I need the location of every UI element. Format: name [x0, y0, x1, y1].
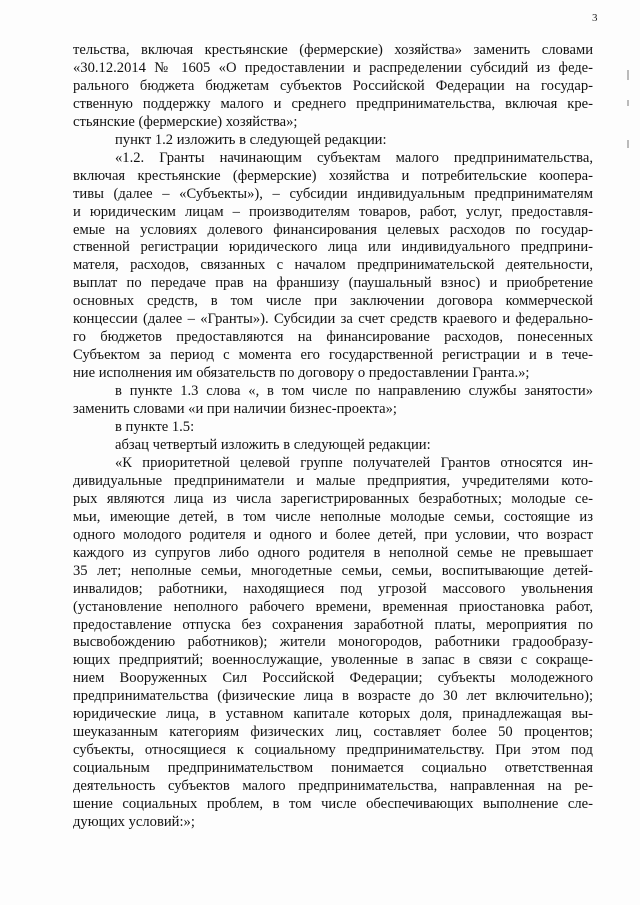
text-line: рых являются лица из числа зарегистрированных безработных; молодые се-	[73, 490, 593, 507]
text-line: го бюджетов предоставляются на финансирование расходов, понесенных	[73, 329, 593, 346]
text-line: одного молодого родителя и одного и более детей, при условии, что возраст	[73, 526, 593, 543]
text-line: шеуказанным категориям физических лиц, составляет более 50 процентов;	[73, 724, 593, 741]
document-body	[73, 42, 593, 832]
text-line: предпринимательства (физические лица в возрасте до 30 лет включительно);	[73, 688, 593, 705]
text-line: рального бюджета бюджетам субъектов Российской Федерации на государ-	[73, 77, 593, 94]
text-line: пункт 1.2 изложить в следующей редакции:	[115, 131, 387, 148]
text-line: каждого из супругов либо одного родителя в неполной семье не превышает	[73, 544, 593, 561]
text-line: стьянские (фермерские) хозяйства»;	[73, 113, 298, 130]
text-line: деятельность субъектов малого предпринимательства, направленная на ре-	[73, 778, 593, 795]
text-line: дующих условий:»;	[73, 813, 195, 830]
text-line: в пункте 1.5:	[115, 419, 195, 436]
text-line: основных средств, в том числе при заключении договора коммерческой	[73, 293, 593, 310]
text-line: (установление неполного рабочего времени, временная приостановка работ,	[73, 598, 593, 615]
text-line: шение социальных проблем, в том числе обеспечивающих выполнение сле-	[73, 796, 593, 813]
text-line: выплат по передаче прав на франшизу (паушальный взнос) и приобретение	[73, 275, 593, 292]
text-line: мьи, имеющие детей, в том числе неполные молодые семьи, состоящие из	[73, 508, 593, 525]
text-line: «1.2. Гранты начинающим субъектам малого предпринимательства,	[115, 149, 593, 166]
page-number: 3	[592, 12, 598, 24]
text-line: емые на условиях долевого финансирования целевых расходов по государ-	[73, 221, 593, 238]
text-line: дивидуальные предприниматели и малые предприятия, учредителями кото-	[73, 472, 593, 489]
text-line: ющих предприятий; военнослужащие, уволенные в запас в связи с сокраще-	[73, 652, 593, 669]
text-line: «К приоритетной целевой группе получателей Грантов относятся ин-	[115, 454, 593, 471]
text-line: ние исполнения им обязательств по договору о предоставлении Гранта.»;	[73, 365, 530, 382]
text-line: юридические лица, в уставном капитале которых доля, принадлежащая вы-	[73, 706, 593, 723]
scan-edge-marks	[624, 70, 634, 190]
text-line: включая крестьянские (фермерские) хозяйства и потребительские коопера-	[73, 167, 593, 184]
text-line: тельства, включая крестьянские (фермерские) хозяйства» заменить словами	[73, 42, 593, 58]
text-line: Субъектом за период с момента его государственной регистрации и в тече-	[73, 347, 593, 364]
text-line: тивы (далее – «Субъекты»), – субсидии индивидуальным предпринимателям	[73, 185, 593, 202]
text-line: ственную поддержку малого и среднего предпринимательства, включая кре-	[73, 95, 593, 112]
text-line: и юридическим лицам – производителям товаров, работ, услуг, предоставля-	[73, 203, 593, 220]
text-line: абзац четвертый изложить в следующей редакции:	[115, 436, 431, 453]
text-line: 35 лет; неполные семьи, многодетные семьи, семьи, воспитывающие детей-	[73, 562, 593, 579]
text-line: «30.12.2014 № 1605 «О предоставлении и распределении субсидий из феде-	[73, 59, 593, 76]
text-line: социальным предпринимательством понимается социально ответственная	[73, 760, 593, 777]
text-line: мателя, расходов, связанных с началом предпринимательской деятельности,	[73, 257, 593, 274]
text-line: инвалидов; работники, находящиеся под угрозой массового увольнения	[73, 580, 593, 597]
text-line: ственной регистрации юридического лица или индивидуального предприни-	[73, 239, 593, 256]
text-line: нием Вооруженных Сил Российской Федерации; субъекты молодежного	[73, 670, 593, 687]
text-line: предоставление отпуска без сохранения заработной платы, мероприятия по	[73, 616, 593, 633]
text-line: в пункте 1.3 слова «, в том числе по направлению службы занятости»	[115, 383, 593, 400]
text-line: субъекты, относящиеся к социальному предпринимательству. При этом под	[73, 742, 593, 759]
text-line: высвобождению работников); жители моногородов, работники градообразу-	[73, 634, 593, 651]
text-line: заменить словами «и при наличии бизнес-проекта»;	[73, 401, 397, 418]
text-line: концессии (далее – «Гранты»). Субсидии за счет средств краевого и федерально-	[73, 311, 593, 328]
